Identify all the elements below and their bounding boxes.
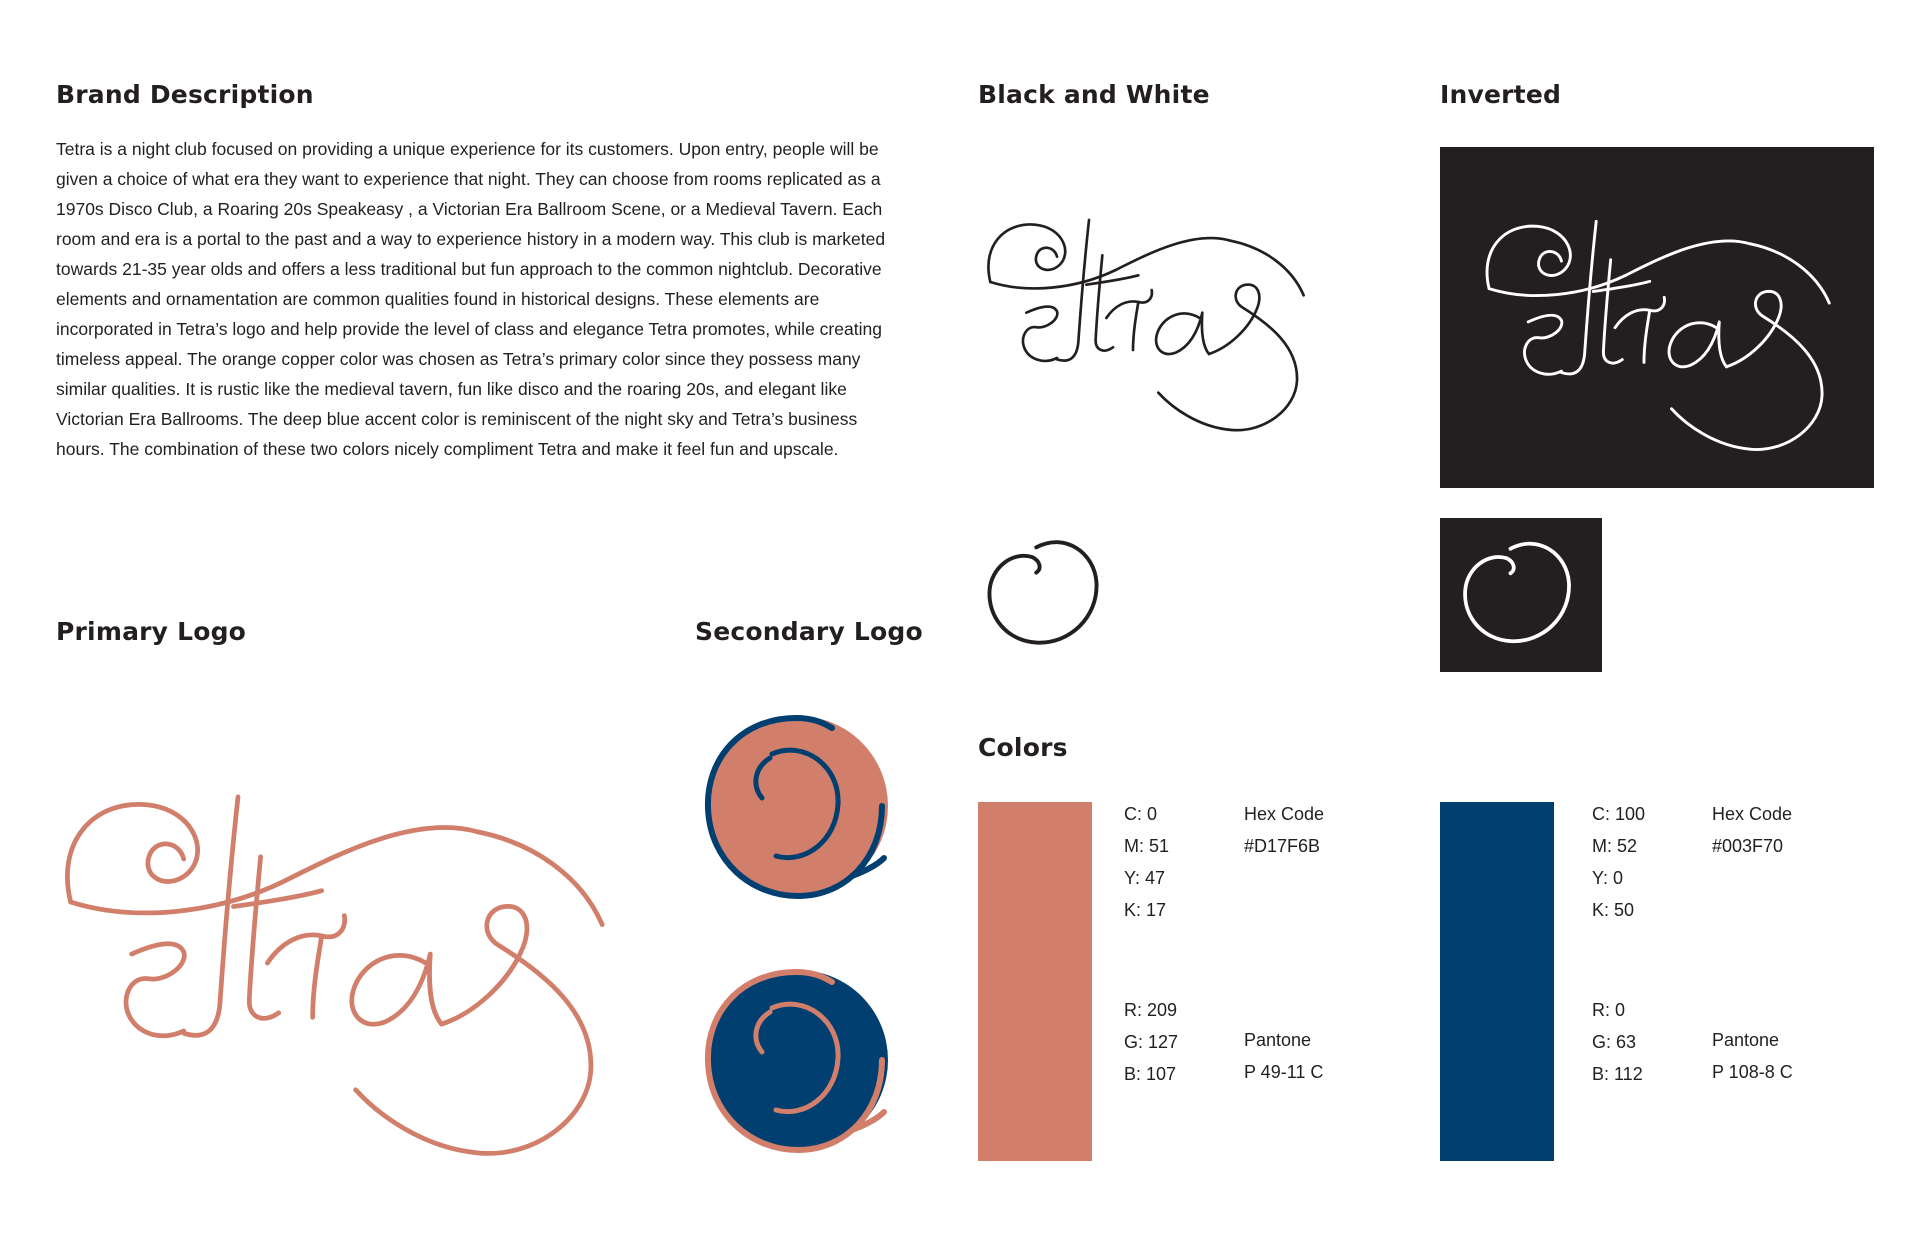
copper-hex <box>1244 798 1324 862</box>
brand-description-heading: Brand Description <box>56 80 314 109</box>
inverted-swirl-logo <box>1440 518 1602 672</box>
pantone-label: Pantone <box>1712 1030 1780 1050</box>
blue-color-swatch <box>1440 802 1554 1161</box>
black-and-white-heading: Black and White <box>978 80 1210 109</box>
rgb-r: R: 0 <box>1592 1000 1626 1020</box>
tetra-swirl-icon <box>976 526 1112 662</box>
pantone-label: Pantone <box>1244 1030 1312 1050</box>
blue-hex <box>1712 798 1792 862</box>
rgb-r: R: 209 <box>1124 1000 1178 1020</box>
rgb-g: G: 63 <box>1592 1032 1637 1052</box>
blue-rgb-values <box>1592 994 1643 1090</box>
hex-label: Hex Code <box>1712 804 1793 824</box>
colors-heading: Colors <box>978 733 1068 762</box>
cmyk-c: C: 0 <box>1124 804 1158 824</box>
blue-cmyk-values <box>1592 798 1645 926</box>
tetra-swirl-icon <box>692 708 902 908</box>
cmyk-c: C: 100 <box>1592 804 1646 824</box>
copper-cmyk-values <box>1124 798 1169 926</box>
rgb-g: G: 127 <box>1124 1032 1179 1052</box>
primary-logo-heading: Primary Logo <box>56 617 247 646</box>
cmyk-k: K: 50 <box>1592 900 1635 920</box>
tetra-swirl-icon <box>1452 528 1584 660</box>
blue-pantone <box>1712 1024 1793 1088</box>
primary-logo <box>50 712 616 1187</box>
tetra-swirl-icon <box>692 956 902 1156</box>
hex-value: #D17F6B <box>1244 836 1321 856</box>
rgb-b: B: 112 <box>1592 1064 1643 1084</box>
secondary-logo-copper <box>692 708 902 908</box>
tetra-wordmark-icon <box>1476 167 1838 471</box>
secondary-logo-heading: Secondary Logo <box>695 617 923 646</box>
copper-pantone <box>1244 1024 1323 1088</box>
bw-wordmark-logo <box>978 170 1312 450</box>
pantone-value: P 49-11 C <box>1244 1062 1324 1082</box>
cmyk-y: Y: 0 <box>1592 868 1624 888</box>
hex-value: #003F70 <box>1712 836 1784 856</box>
inverted-heading: Inverted <box>1440 80 1562 109</box>
pantone-value: P 108-8 C <box>1712 1062 1793 1082</box>
cmyk-y: Y: 47 <box>1124 868 1166 888</box>
secondary-logo-blue <box>692 956 902 1156</box>
inverted-wordmark-logo <box>1440 147 1874 488</box>
tetra-wordmark-icon <box>978 170 1312 450</box>
brand-description-text: Tetra is a night club focused on providing a unique experience for its customers. Upon entry, people will be given a choice of what era they want to experience that night. They can choose from rooms replicated as a 1970s Disco Club, a Roaring 20s Speakeasy , a Victorian Era Ballroom Scene, or a Medieval Tavern. Each room and era is a portal to the past and a way to experience history in a modern way. This club is marketed towards 21-35 year olds and offers a less traditional but fun approach to the common nightclub. Decorative elements and ornamentation are common qualities found in historical designs. These elements are incorporated in Tetra’s logo and help provide the level of class and elegance Tetra promotes, while creating timeless appeal. The orange copper color was chosen as Tetra’s primary color since they possess many similar qualities. It is rustic like the medieval tavern, fun like disco and the roaring 20s, and elegant like Victorian Era Ballrooms. The deep blue accent color is reminiscent of the night sky and Tetra’s business hours. The combination of these two colors nicely compliment Tetra and make it feel fun and upscale. <box>56 139 886 459</box>
cmyk-m: M: 51 <box>1124 836 1170 856</box>
copper-rgb-values <box>1124 994 1178 1090</box>
hex-label: Hex Code <box>1244 804 1325 824</box>
copper-color-swatch <box>978 802 1092 1161</box>
bw-swirl-logo <box>976 526 1112 662</box>
cmyk-k: K: 17 <box>1124 900 1167 920</box>
rgb-b: B: 107 <box>1124 1064 1177 1084</box>
tetra-wordmark-icon <box>50 712 616 1187</box>
cmyk-m: M: 52 <box>1592 836 1638 856</box>
